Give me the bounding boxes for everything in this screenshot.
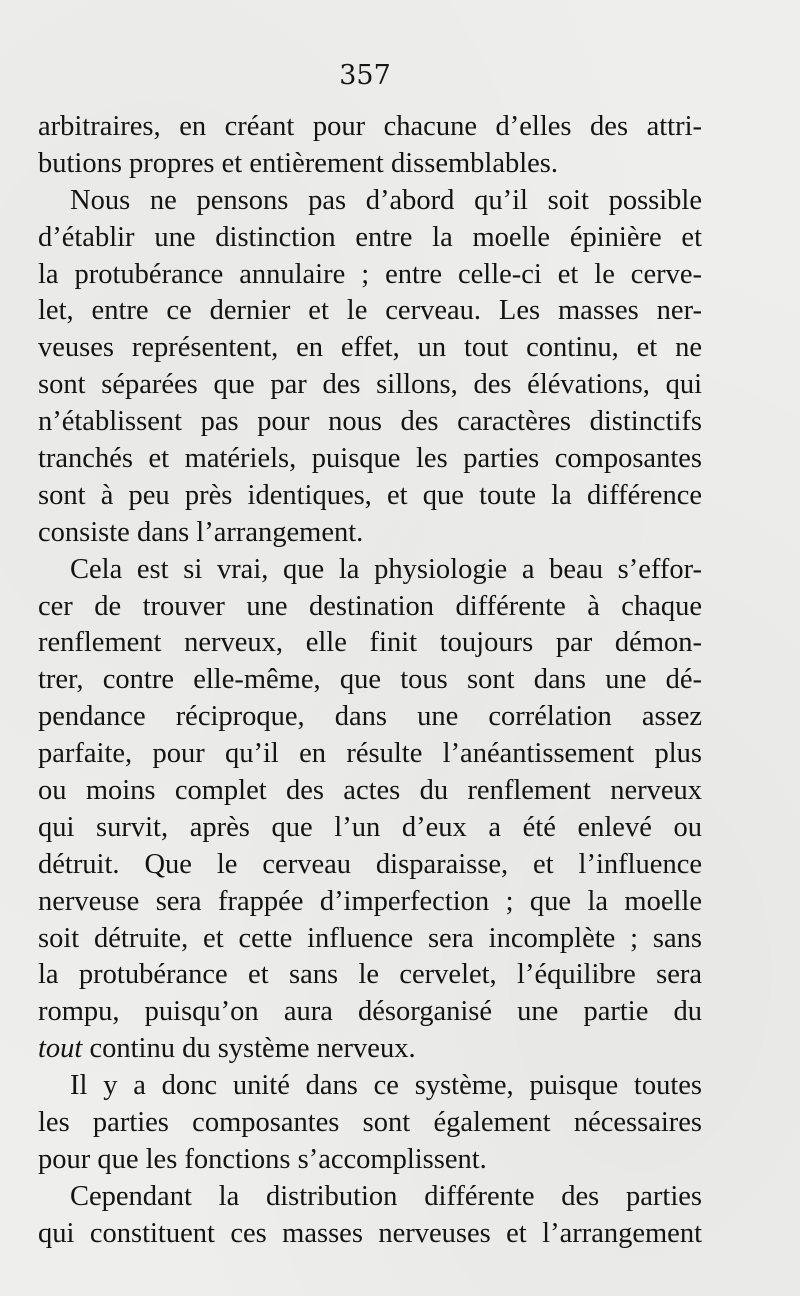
text-line [38, 478, 702, 515]
text-line [38, 1216, 702, 1253]
text-line-content: ou moins complet des actes du renflement nerveux [38, 775, 702, 807]
text-line [38, 662, 702, 699]
text-line-content: Cependant la distribution différente des parties [70, 1180, 702, 1212]
text-line-content: soit détruite, et cette influence sera incomplète ; sans [38, 922, 702, 954]
text-line-content: Il y a donc unité dans ce système, puisque toutes [70, 1070, 702, 1102]
text-line [38, 1068, 702, 1105]
text-line-content: tranchés et matériels, puisque les parties composantes [38, 443, 702, 475]
text-line-content: pour que les fonctions s’accomplissent. [38, 1143, 487, 1175]
text-line-content: cer de trouver une destination différente à chaque [38, 590, 702, 622]
text-line-content: veuses représentent, en effet, un tout continu, et ne [38, 332, 702, 364]
text-line [38, 183, 702, 220]
text-line [38, 847, 702, 884]
text-line-content: d’établir une distinction entre la moelle épinière et [38, 221, 702, 253]
text-line [38, 1179, 702, 1216]
text-line [38, 625, 702, 662]
text-line [38, 994, 702, 1031]
text-line [38, 957, 702, 994]
italic-word: tout [38, 1033, 83, 1065]
text-line-content: rompu, puisqu’on aura désorganisé une partie du [38, 996, 702, 1028]
text-line-content: Cela est si vrai, que la physiologie a beau s’effor- [70, 553, 702, 585]
text-line-content: les parties composantes sont également nécessaires [38, 1107, 702, 1139]
text-line-content: qui survit, après que l’un d’eux a été enlevé ou [38, 811, 702, 843]
text-line-content: sont séparées que par des sillons, des élévations, qui [38, 369, 702, 401]
text-line-content: pendance réciproque, dans une corrélation assez [38, 701, 702, 733]
text-line [38, 699, 702, 736]
page-number: 357 [339, 60, 391, 91]
body-text [38, 109, 702, 1253]
text-line-content: la protubérance et sans le cervelet, l’équilibre sera [38, 959, 702, 991]
text-line-content: renflement nerveux, elle finit toujours par démon- [38, 627, 702, 659]
text-line [38, 146, 702, 183]
text-line-content: détruit. Que le cerveau disparaisse, et l’influence [38, 848, 702, 880]
text-line-content: let, entre ce dernier et le cerveau. Les masses ner- [38, 295, 702, 327]
text-line [38, 552, 702, 589]
text-line [38, 736, 702, 773]
text-line [38, 293, 702, 330]
text-line-content: arbitraires, en créant pour chacune d’elles des attri- [38, 111, 702, 142]
text-line-content: nerveuse sera frappée d’imperfection ; que la moelle [38, 885, 702, 917]
text-line [38, 1105, 702, 1142]
text-line-content: trer, contre elle-même, que tous sont dans une dé- [38, 664, 702, 696]
text-line [38, 515, 702, 552]
text-line-content: consiste dans l’arrangement. [38, 516, 364, 548]
text-line-content: butions propres et entièrement dissemblables. [38, 147, 558, 179]
text-line [38, 884, 702, 921]
text-line-content: Nous ne pensons pas d’abord qu’il soit possible [70, 184, 702, 216]
text-line-content: n’établissent pas pour nous des caractères distinctifs [38, 406, 702, 438]
text-line [38, 220, 702, 257]
text-line [38, 330, 702, 367]
text-line [38, 441, 702, 478]
text-line-content: parfaite, pour qu’il en résulte l’anéantissement plus [38, 738, 702, 770]
text-line [38, 257, 702, 294]
text-line [38, 1142, 702, 1179]
text-line [38, 404, 702, 441]
text-line [38, 1031, 702, 1068]
text-line-content: continu du système nerveux. [82, 1033, 416, 1065]
text-line [38, 773, 702, 810]
text-line-content: la protubérance annulaire ; entre celle-ci et le cerve- [38, 258, 702, 290]
text-line [38, 589, 702, 626]
text-line [38, 109, 702, 146]
text-line-content: qui constituent ces masses nerveuses et l’arrangement [38, 1217, 702, 1249]
text-line [38, 810, 702, 847]
text-line [38, 921, 702, 958]
text-line [38, 367, 702, 404]
text-line-content: sont à peu près identiques, et que toute la différence [38, 479, 702, 511]
